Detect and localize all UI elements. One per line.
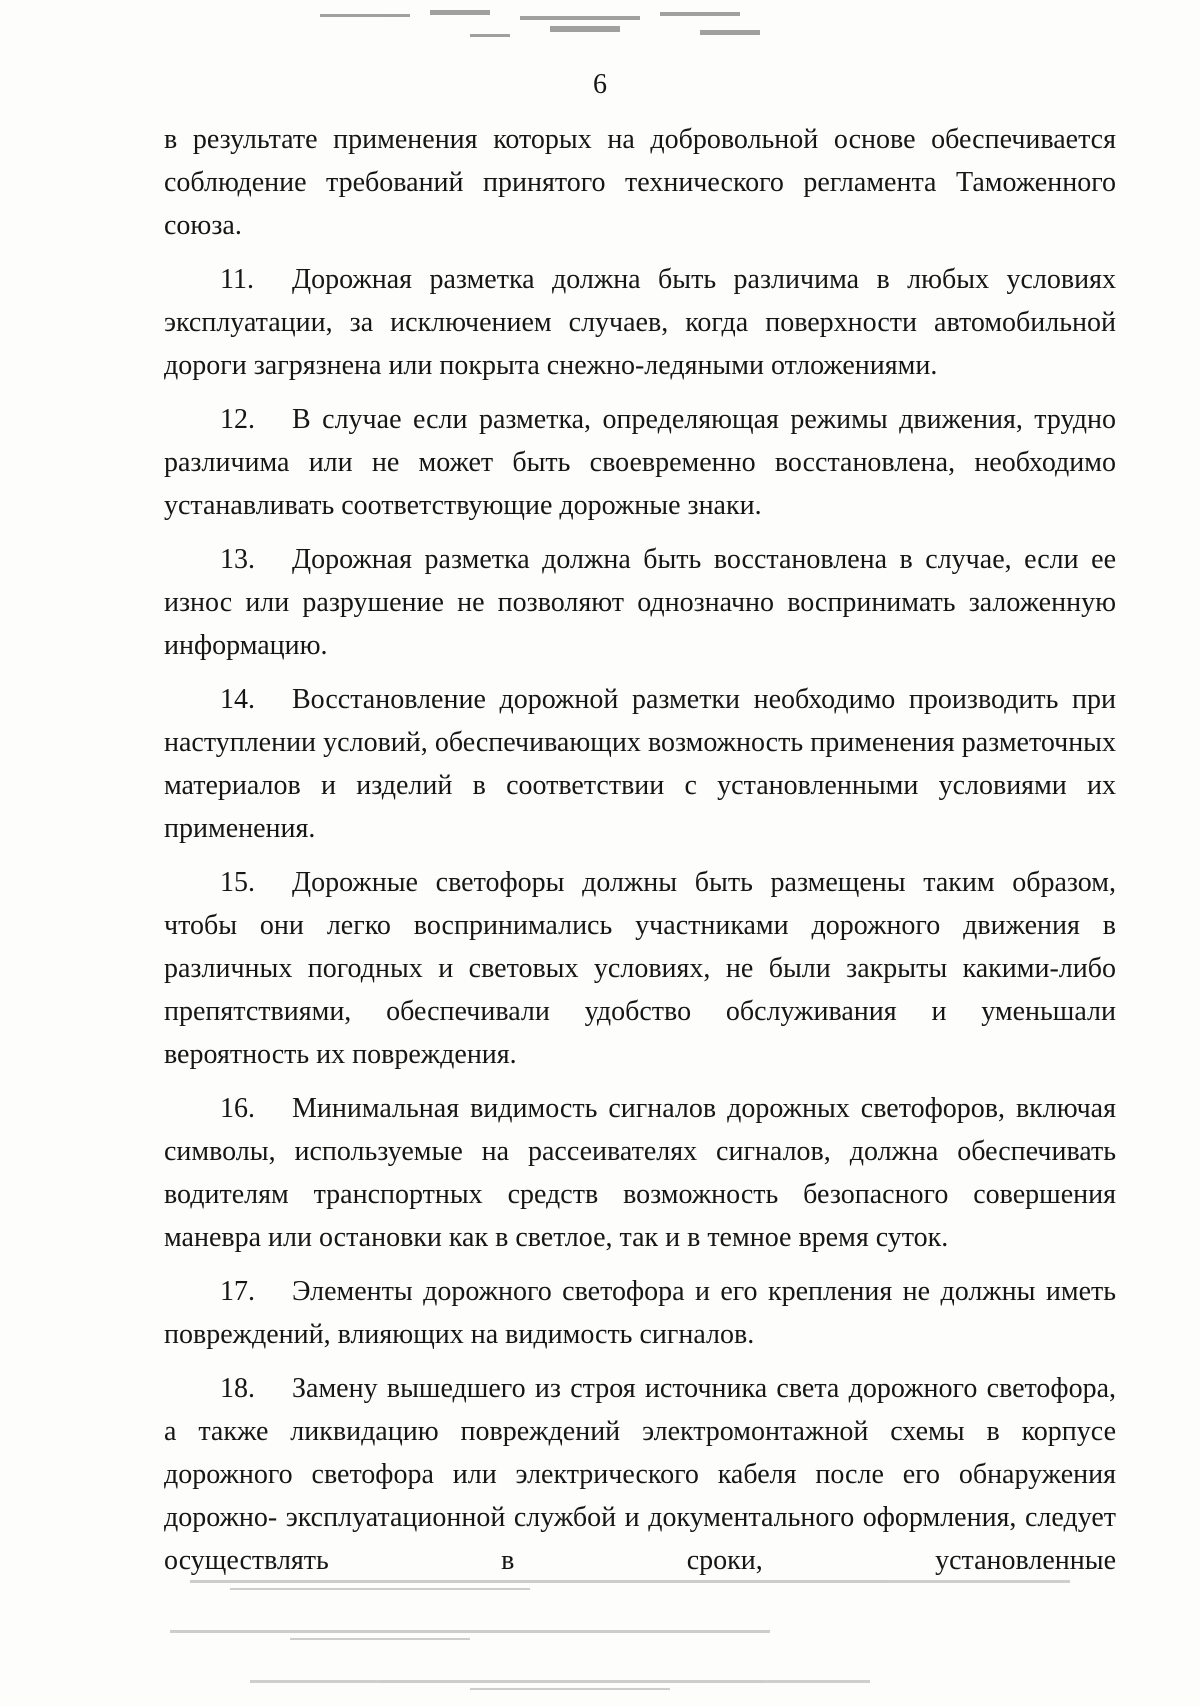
- paragraph-17: [164, 1270, 1116, 1356]
- paragraph-number: 12.: [220, 404, 255, 435]
- paragraph-text: Восстановление дорожной разметки необходимо производить при наступлении условий, обеспечивающих возможность применения разметочных материалов и изделий в соответствии с установленными условиями их применения.: [164, 684, 1116, 844]
- paragraph-number: 16.: [220, 1093, 255, 1124]
- body-text: [164, 118, 1116, 1593]
- paragraph-16: [164, 1087, 1116, 1259]
- paragraph-number: 17.: [220, 1276, 255, 1307]
- paragraph-number: 14.: [220, 684, 255, 715]
- scan-noise-bottom: [170, 1560, 1130, 1700]
- paragraph-13: [164, 538, 1116, 667]
- paragraph-15: [164, 861, 1116, 1076]
- paragraph-text: Замену вышедшего из строя источника света дорожного светофора, а также ликвидацию повреждений электромонтажной схемы в корпусе дорожного светофора или электрического кабеля после его обнаружения дорожно- эксплуатационной службой и документального оформления, следует осуществлять в сроки, установленные: [164, 1373, 1116, 1576]
- paragraph-number: 15.: [220, 867, 255, 898]
- paragraph-text: Дорожная разметка должна быть восстановлена в случае, если ее износ или разрушение не позволяют однозначно воспринимать заложенную информацию.: [164, 544, 1116, 661]
- paragraph-text: Дорожные светофоры должны быть размещены таким образом, чтобы они легко воспринимались участниками дорожного движения в различных погодных и световых условиях, не были закрыты какими-либо препятствиями, обеспечивали удобство обслуживания и уменьшали вероятность их повреждения.: [164, 867, 1116, 1070]
- paragraph-text: Минимальная видимость сигналов дорожных светофоров, включая символы, используемые на рассеивателях сигналов, должна обеспечивать водителям транспортных средств возможность безопасного совершения маневра или остановки как в светлое, так и в темное время суток.: [164, 1093, 1116, 1253]
- paragraph-continuation: [164, 118, 1116, 247]
- paragraph-text: Дорожная разметка должна быть различима в любых условиях эксплуатации, за исключением случаев, когда поверхности автомобильной дороги загрязнена или покрыта снежно-ледяными отложениями.: [164, 264, 1116, 381]
- paragraph-number: 11.: [220, 264, 254, 295]
- paragraph-text: Элементы дорожного светофора и его крепления не должны иметь повреждений, влияющих на видимость сигналов.: [164, 1276, 1116, 1350]
- paragraph-11: [164, 258, 1116, 387]
- paragraph-14: [164, 678, 1116, 850]
- paragraph-text: в результате применения которых на добровольной основе обеспечивается соблюдение требований принятого технического регламента Таможенного союза.: [164, 124, 1116, 241]
- paragraph-12: [164, 398, 1116, 527]
- paragraph-text: В случае если разметка, определяющая режимы движения, трудно различима или не может быть своевременно восстановлена, необходимо устанавливать соответствующие дорожные знаки.: [164, 404, 1116, 521]
- paragraph-number: 13.: [220, 544, 255, 575]
- scan-noise-top: [300, 0, 820, 48]
- page-number: 6: [593, 69, 607, 100]
- paragraph-18: [164, 1367, 1116, 1582]
- paragraph-number: 18.: [220, 1373, 255, 1404]
